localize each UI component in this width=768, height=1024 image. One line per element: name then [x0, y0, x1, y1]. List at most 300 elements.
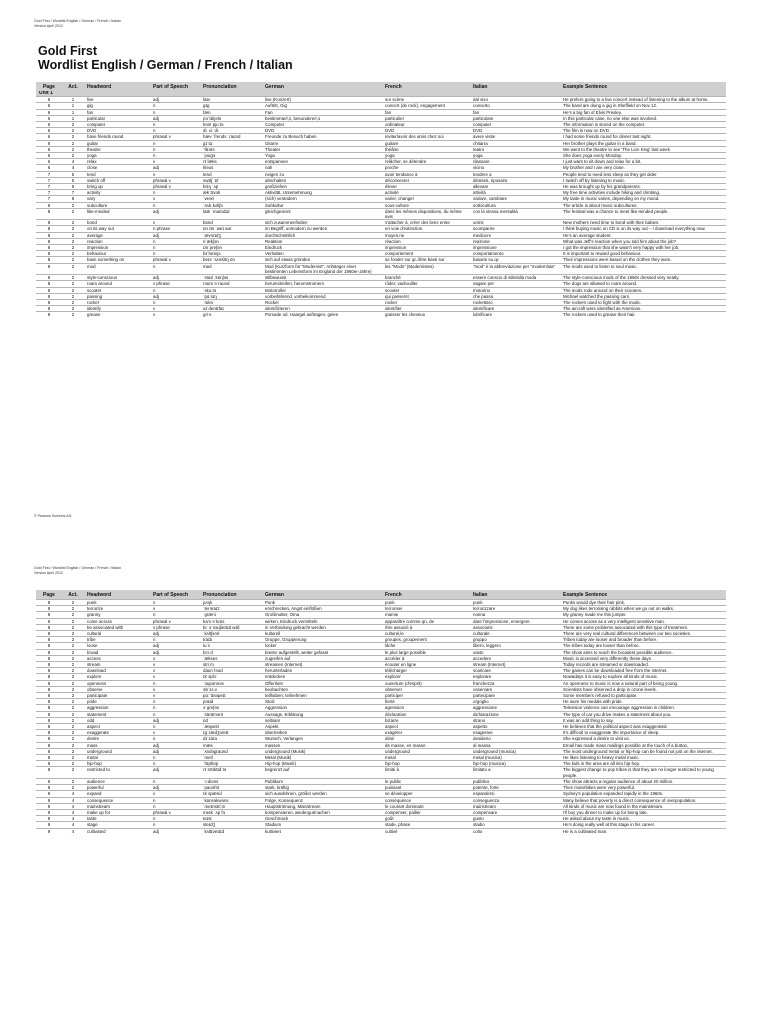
cell-german: begrenzt auf [262, 767, 382, 778]
cell-act: 4 [62, 822, 84, 828]
cell-german: stark, kräftig [262, 785, 382, 791]
cell-italian: computer [470, 122, 560, 128]
cell-german: Folge, Konsequenz [262, 797, 382, 803]
cell-page: 8 [36, 705, 62, 711]
cell-act: 2 [62, 238, 84, 244]
cell-page: 7 [36, 171, 62, 177]
cell-pronunciation: bɪˈheɪvjə [200, 251, 262, 257]
cell-page: 8 [36, 226, 62, 232]
cell-headword: metal [84, 755, 150, 761]
cell-italian: scomparire [470, 226, 560, 232]
cell-headword: participate [84, 693, 150, 699]
cell-part-of-speech: adj [150, 767, 200, 778]
col-header-german: German [262, 590, 382, 600]
cell-pronunciation: hæv ˈfrends ˈraʊnd [200, 134, 262, 140]
cell-example: He is a cultivated man. [560, 828, 726, 834]
cell-headword: bond [84, 220, 150, 226]
cell-example: The most underground metal or hip-hop can be found not just on the internet. [560, 748, 726, 754]
cell-page: 6 [36, 97, 62, 103]
cell-act: 2 [62, 686, 84, 692]
cell-french: déconnecter [382, 177, 470, 183]
col-header-pronunciation: Pronunciation [200, 590, 262, 600]
cell-example: The kids in the area are all into hip-hop. [560, 761, 726, 767]
cell-page: 8 [36, 624, 62, 630]
cell-german: sich ausdehnen, größer werden [262, 791, 382, 797]
cell-part-of-speech: n [150, 103, 200, 109]
cell-example: He comes across as a very intelligent sensitive man. [560, 618, 726, 624]
cell-example: I switch off by listening to music. [560, 177, 726, 183]
cell-italian: colto [470, 828, 560, 834]
cell-act: 2 [62, 306, 84, 312]
cell-italian: associarsi [470, 624, 560, 630]
cell-french: de masse, en masse [382, 742, 470, 748]
cell-part-of-speech: n [150, 705, 200, 711]
cell-example: The information is stored on the computer. [560, 122, 726, 128]
cell-italian: culturale [470, 631, 560, 637]
wordlist-table-page-1 [36, 82, 726, 318]
cell-headword: average [84, 232, 150, 238]
cell-headword: be associated with [84, 624, 150, 630]
cell-french: DVD [382, 128, 470, 134]
cell-pronunciation: ˈkʌltɪveɪtɪd [200, 828, 262, 834]
cell-pronunciation: ɪgˈzædʒəreɪt [200, 730, 262, 736]
cell-french: branché [382, 275, 470, 281]
cell-pronunciation: ˈveəri [200, 196, 262, 202]
cell-page: 9 [36, 791, 62, 797]
cell-headword: style-conscious [84, 275, 150, 281]
cell-act: 2 [62, 693, 84, 699]
cell-act: 2 [62, 624, 84, 630]
cell-italian: che passa [470, 293, 560, 299]
cell-pronunciation: luːs [200, 643, 262, 649]
cell-pronunciation: swɪtʃ ˈɒf [200, 177, 262, 183]
cell-page: 8 [36, 293, 62, 299]
cell-headword: on its way out [84, 226, 150, 232]
cell-page: 9 [36, 809, 62, 815]
cell-italian: reazione [470, 238, 560, 244]
cell-german: Yoga [262, 153, 382, 159]
cell-italian: accedere [470, 655, 560, 661]
cell-page: 8 [36, 755, 62, 761]
cell-headword: reaction [84, 238, 150, 244]
cell-headword: explore [84, 674, 150, 680]
cell-act: 2 [62, 208, 84, 219]
cell-pronunciation: ˈævərɪdʒ [200, 232, 262, 238]
cell-page: 6 [36, 109, 62, 115]
cell-pronunciation: ˈterəraɪz [200, 606, 262, 612]
cell-pronunciation: ˈæspekt [200, 724, 262, 730]
cell-page: 8 [36, 699, 62, 705]
cell-part-of-speech: v [150, 662, 200, 668]
cell-headword: statement [84, 711, 150, 717]
cell-pronunciation: gɪˈtɑː [200, 140, 262, 146]
cell-part-of-speech: n [150, 797, 200, 803]
cell-italian: esplorare [470, 674, 560, 680]
cell-headword: come across [84, 618, 150, 624]
cell-part-of-speech: adj [150, 649, 200, 655]
cell-italian: chitarra [470, 140, 560, 146]
cell-german: Punk [262, 600, 382, 606]
cell-italian: attività [470, 190, 560, 196]
cell-headword: mod [84, 263, 150, 274]
cell-example: Scientists have observed a drop in ozone levels. [560, 686, 726, 692]
cell-headword: terrorize [84, 606, 150, 612]
cell-german: entdecken [262, 674, 382, 680]
cell-example: We went to the theatre to see 'The Lion King' last week. [560, 146, 726, 152]
cell-example: Their motorbikes were very powerful. [560, 785, 726, 791]
cell-italian: variare, cambiare [470, 196, 560, 202]
cell-example: People tend to need less sleep as they get older. [560, 171, 726, 177]
cell-german: neigen zu [262, 171, 382, 177]
cell-italian: yoga [470, 153, 560, 159]
cell-page: 8 [36, 238, 62, 244]
cell-pronunciation: ˈθɪətə [200, 146, 262, 152]
cell-act: 2 [62, 122, 84, 128]
wordlist-table-page-2 [36, 590, 726, 834]
cell-german: Auftritt, Gig [262, 103, 382, 109]
cell-part-of-speech: n [150, 140, 200, 146]
cell-example: He likes listening to heavy metal music. [560, 755, 726, 761]
cell-act: 1 [62, 109, 84, 115]
cell-italian: gusto [470, 816, 560, 822]
cell-part-of-speech: v phrase [150, 281, 200, 287]
cell-italian: espandersi [470, 791, 560, 797]
cell-act: 2 [62, 140, 84, 146]
cell-french: dans les mêmes dispositions, du même avis [382, 208, 470, 219]
cell-pronunciation: striːm [200, 662, 262, 668]
cell-german: Gitarre [262, 140, 382, 146]
cell-headword: close [84, 165, 150, 171]
cell-example: Sydney's population expanded rapidly in the 1960s. [560, 791, 726, 797]
cell-part-of-speech: n [150, 251, 200, 257]
cell-italian: nonna [470, 612, 560, 618]
cell-pronunciation: riˈækʃən [200, 238, 262, 244]
cell-italian: rilassare [470, 159, 560, 165]
cell-headword: subculture [84, 202, 150, 208]
cell-headword: passing [84, 293, 150, 299]
cell-pronunciation: brɪŋ ˈʌp [200, 184, 262, 190]
cell-page: 6 [36, 122, 62, 128]
cell-page: 8 [36, 275, 62, 281]
cell-example: The show attracts a regular audience of about 20 million. [560, 778, 726, 784]
cell-part-of-speech: v [150, 730, 200, 736]
cell-part-of-speech: n phrase [150, 226, 200, 232]
cell-french: activité [382, 190, 470, 196]
cell-part-of-speech: phrasal v [150, 177, 200, 183]
cell-example: It's difficult to exaggerate the importance of sleep. [560, 730, 726, 736]
cell-act: 4 [62, 159, 84, 165]
cell-part-of-speech: adj [150, 208, 200, 219]
cell-act: 2 [62, 220, 84, 226]
cell-page: 8 [36, 287, 62, 293]
cell-act: 2 [62, 711, 84, 717]
cell-example: Tribes today are looser and broader than before. [560, 637, 726, 643]
cell-german: Reaktion [262, 238, 382, 244]
cell-pronunciation: rɪˈstrɪktɪd tə [200, 767, 262, 778]
cell-italian: aspetto [470, 724, 560, 730]
cell-page: 8 [36, 693, 62, 699]
cell-part-of-speech: adj [150, 717, 200, 723]
cell-italian: vasto [470, 649, 560, 655]
cell-example: My free time activities include hiking and climbing. [560, 190, 726, 196]
cell-italian: aggressione [470, 705, 560, 711]
cell-act: 2 [62, 761, 84, 767]
cell-german: sich zusammenfinden [262, 220, 382, 226]
cell-pronunciation: rɪˈlæks [200, 159, 262, 165]
cell-italian: sottocultura [470, 202, 560, 208]
cell-italian: teatro [470, 146, 560, 152]
cell-italian: di massa [470, 742, 560, 748]
cell-german: streamen (Internet) [262, 662, 382, 668]
cell-page: 8 [36, 674, 62, 680]
cell-italian: concerto [470, 103, 560, 109]
cell-example: She expressed a desire to visit us. [560, 736, 726, 742]
cell-pronunciation: laɪv [200, 97, 262, 103]
cell-french: proche [382, 165, 470, 171]
cell-headword: guitar [84, 140, 150, 146]
cell-french: scooter [382, 287, 470, 293]
cell-french: fierté [382, 699, 470, 705]
cell-pronunciation: ɒn ɪts ˈweɪ aʊt [200, 226, 262, 232]
cell-pronunciation: kʌm əˈkrɒs [200, 618, 262, 624]
cell-french: élever [382, 184, 470, 190]
cell-act: 2 [62, 612, 84, 618]
cell-german: Aussage, Erklärung [262, 711, 382, 717]
cell-french: ouverture (d'esprit) [382, 680, 470, 686]
cell-page: 7 [36, 177, 62, 183]
cell-part-of-speech: n [150, 822, 200, 828]
cell-german: Rocker [262, 299, 382, 305]
cell-french: guitare [382, 140, 470, 146]
cell-part-of-speech: v [150, 220, 200, 226]
cell-pronunciation: diː viː diː [200, 128, 262, 134]
cell-pronunciation: meɪk ˈʌp fə [200, 809, 262, 815]
cell-german: Geschmack [262, 816, 382, 822]
cell-french: underground [382, 748, 470, 754]
cell-example: Many believe that poverty is a direct consequence of overpopulation. [560, 797, 726, 803]
cell-example: The show aims to reach the broadest possible audience. [560, 649, 726, 655]
cell-italian: limitato a [470, 767, 560, 778]
cell-french: ordinateur [382, 122, 470, 128]
cell-french: groupes, groupement [382, 637, 470, 643]
cell-italian: hip-hop (musica) [470, 761, 560, 767]
cell-headword: cultural [84, 631, 150, 637]
cell-part-of-speech: n [150, 146, 200, 152]
cell-pronunciation: gɪg [200, 103, 262, 109]
cell-german: Großmutter, Oma [262, 612, 382, 618]
cell-pronunciation: teɪst [200, 816, 262, 822]
cell-act: 2 [62, 755, 84, 761]
cell-french: goût [382, 816, 470, 822]
cell-page: 6 [36, 140, 62, 146]
cell-french: varier, changer [382, 196, 470, 202]
cell-italian: desiderio [470, 736, 560, 742]
cell-page: 6 [36, 159, 62, 165]
cell-german: stilbewusst [262, 275, 382, 281]
cell-part-of-speech: adj [150, 742, 200, 748]
cell-pronunciation: ɪkˈspænd [200, 791, 262, 797]
cell-act: 4 [62, 165, 84, 171]
cell-example: Michael watched the passing cars. [560, 293, 726, 299]
cell-page: 8 [36, 785, 62, 791]
cell-example: He was brought up by his grandparents. [560, 184, 726, 190]
cell-french: yoga [382, 153, 470, 159]
cell-german: bestimmte/r,s, besondere/r,s [262, 115, 382, 121]
cell-example: All kinds of music are now found in the mainstream. [560, 803, 726, 809]
cell-italian: dichiarazione [470, 711, 560, 717]
cell-pronunciation: fæn [200, 109, 262, 115]
cell-italian: vicino [470, 165, 560, 171]
cell-german: Publikum [262, 778, 382, 784]
cell-page: 9 [36, 797, 62, 803]
cell-act: 2 [62, 680, 84, 686]
cell-german: gleichgesinnt [262, 208, 382, 219]
table-header-row-page-2 [36, 590, 726, 600]
cell-german: Offenheit [262, 680, 382, 686]
cell-headword: underground [84, 748, 150, 754]
cell-italian: osservare [470, 686, 560, 692]
cell-french: déclaration [382, 711, 470, 717]
cell-german: erschrecken, Angst einflößen [262, 606, 382, 612]
cell-italian: distrarsi, riposarsi [470, 177, 560, 183]
cell-act: 2 [62, 251, 84, 257]
cell-part-of-speech: adj [150, 165, 200, 171]
cell-part-of-speech: n [150, 699, 200, 705]
cell-italian: impressione [470, 245, 560, 251]
col-header-example: Example Sentence [560, 82, 726, 91]
cell-headword: restricted to [84, 767, 150, 778]
cell-french: culturel,le [382, 631, 470, 637]
table-header-row [36, 82, 726, 91]
cell-act: 2 [62, 730, 84, 736]
cell-french: relâcher, se détendre [382, 159, 470, 165]
table-row [36, 312, 726, 318]
cell-headword: theatre [84, 146, 150, 152]
cell-french: participer [382, 693, 470, 699]
cell-part-of-speech: n [150, 755, 200, 761]
cell-german: massen [262, 742, 382, 748]
cell-french: metal [382, 755, 470, 761]
cell-headword: relax [84, 159, 150, 165]
cell-headword: have friends round [84, 134, 150, 140]
table-row [36, 263, 726, 274]
cell-french: fan [382, 109, 470, 115]
cell-act: 2 [62, 606, 84, 612]
cell-headword: vary [84, 196, 150, 202]
cell-french: aspect [382, 724, 470, 730]
cell-page: 8 [36, 736, 62, 742]
cell-headword: pride [84, 699, 150, 705]
cell-german: kompensieren, wiedergutmachen [262, 809, 382, 815]
cell-french: identifier [382, 306, 470, 312]
table-row [36, 767, 726, 778]
cell-german: Eindruck [262, 245, 382, 251]
cell-act: 2 [62, 134, 84, 140]
cell-french: télécharger [382, 668, 470, 674]
cell-part-of-speech: phrasal v [150, 184, 200, 190]
cell-italian: pubblico [470, 778, 560, 784]
cell-headword: behaviour [84, 251, 150, 257]
cell-german: Aggression [262, 705, 382, 711]
cell-italian: dal vivo [470, 97, 560, 103]
cell-example: The rockers used to fight with the mods. [560, 299, 726, 305]
cell-pronunciation: laɪk ˈmaɪndɪd [200, 208, 262, 219]
cell-page: 8 [36, 600, 62, 606]
cell-french: être associé à [382, 624, 470, 630]
cell-italian: DVD [470, 128, 560, 134]
table-row [36, 828, 726, 834]
cell-part-of-speech: v [150, 674, 200, 680]
cell-pronunciation: kləʊs [200, 165, 262, 171]
cell-italian: esagerare [470, 730, 560, 736]
cell-page: 8 [36, 612, 62, 618]
cell-act: 4 [62, 803, 84, 809]
cell-italian: potente, forte [470, 785, 560, 791]
cell-headword: stream [84, 662, 150, 668]
cell-pronunciation: ˈpɑːsɪŋ [200, 293, 262, 299]
cell-german: (sich) verändern [262, 196, 382, 202]
cell-german: kulturell [262, 631, 382, 637]
cell-headword: granny [84, 612, 150, 618]
col-header-headword: Headword [84, 590, 150, 600]
cell-act: 2 [62, 618, 84, 624]
cell-pronunciation: tend [200, 171, 262, 177]
cell-french: qui passe/nt [382, 293, 470, 299]
cell-example: Television violence can encourage aggression in children. [560, 705, 726, 711]
cell-german: im Begriff, unmodern zu werden [262, 226, 382, 232]
col-header-italian: Italian [470, 82, 560, 91]
cell-french: hip-hop [382, 761, 470, 767]
col-header-part-of-speech: Part of Speech [150, 590, 200, 600]
cell-page: 7 [36, 190, 62, 196]
cell-pronunciation: steɪdʒ [200, 822, 262, 828]
cell-part-of-speech: v phrase [150, 624, 200, 630]
cell-part-of-speech: v [150, 686, 200, 692]
cell-example: The tribes today are looser than before. [560, 643, 726, 649]
cell-example: He asked about my taste in music. [560, 816, 726, 822]
cell-part-of-speech: n [150, 109, 200, 115]
cell-german: Wunsch, Verlangen [262, 736, 382, 742]
cell-headword: base something on [84, 257, 150, 263]
cell-page: 8 [36, 299, 62, 305]
cell-act: 2 [62, 717, 84, 723]
cell-page: 8 [36, 680, 62, 686]
cell-page: 8 [36, 202, 62, 208]
cell-part-of-speech: adj [150, 275, 200, 281]
cell-example: An openness to music is now a natural part of being young. [560, 680, 726, 686]
cell-french: compenser, pallier [382, 809, 470, 815]
cell-act: 2 [62, 245, 84, 251]
cell-example: Today records are streamed or downloaded. [560, 662, 726, 668]
cell-headword: DVD [84, 128, 150, 134]
cell-french: se développer [382, 791, 470, 797]
cell-act: 4 [62, 809, 84, 815]
cell-act: 2 [62, 153, 84, 159]
cell-act: 2 [62, 631, 84, 637]
cell-german: Gruppe, Gruppierung [262, 637, 382, 643]
cell-act: 4 [62, 791, 84, 797]
cell-italian: punk [470, 600, 560, 606]
cell-example: He prefers going to a live concert instead of listening to the album at home. [560, 97, 726, 103]
cell-page: 8 [36, 717, 62, 723]
cell-italian: basarsi su qc [470, 257, 560, 263]
cell-pronunciation: ˈkʌltʃərəl [200, 631, 262, 637]
cell-french: impression [382, 245, 470, 251]
cell-pronunciation: dɪˈzaɪə [200, 736, 262, 742]
cell-part-of-speech: adj [150, 748, 200, 754]
cell-german: identifizieren [262, 306, 382, 312]
cell-french: le courant dominant [382, 803, 470, 809]
